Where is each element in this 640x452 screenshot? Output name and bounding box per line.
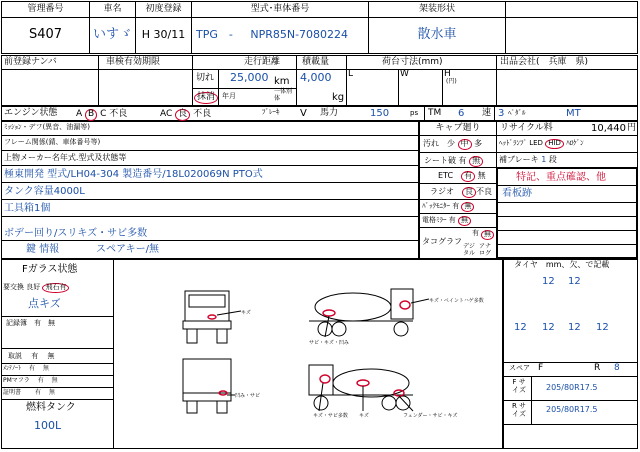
truck-diagram — [113, 259, 503, 449]
spare-F: F — [538, 363, 544, 373]
dim-W: W — [400, 69, 409, 79]
engine-grade: A B C 不良 — [76, 109, 128, 119]
speed-label: 速 — [482, 108, 492, 118]
kanri-value: S407 — [1, 17, 90, 54]
glass-status: 要交換 良好 飛石有 — [3, 283, 69, 293]
tokki-box: 特記、重点確認、他 看板跡 — [496, 167, 638, 259]
tire-rear-2: 12 — [542, 322, 555, 333]
soukou-label: 走行距離 — [244, 57, 281, 67]
fuel-label: 燃料タンク — [26, 402, 76, 413]
tacho-row: タコグラフ 有 無 デジ タル アナ ログ — [419, 227, 497, 259]
side-view-upper — [309, 289, 429, 337]
shaken-label: 車検有効期限 — [106, 57, 161, 67]
date-placeholder: 年月 — [222, 92, 236, 100]
uwamono-line4: ボデー回り/スリキズ・サビ多数 — [4, 228, 148, 239]
tm-label: TM — [428, 108, 442, 118]
blank-value-cell — [505, 17, 638, 54]
katashiki-prefix: TPG - — [196, 28, 233, 41]
diag-kizu-paint: キズ・ペイントハゲ多数 — [429, 298, 484, 304]
fuel-value: 100L — [34, 419, 62, 432]
blank-header-cell — [505, 1, 638, 18]
tire-rear-3: 12 — [568, 322, 581, 333]
yogore-row: 汚れ 少 中 多 — [419, 135, 497, 153]
bariki-label: 馬力 — [320, 108, 339, 118]
dim-H-sub: (円) — [446, 78, 457, 85]
uwamono-label: 上物メーカー名年式.型式及状態等 — [4, 153, 127, 162]
pedal-num: 3 — [498, 108, 505, 119]
hojo-brake-row: 補ブレーキ 1 段 — [496, 152, 638, 168]
diag-kizu: キズ — [241, 310, 251, 316]
diag-sabi: サビ・キズ・凹み — [309, 340, 349, 346]
headlamp-row: ﾍｯﾄﾞﾗﾝﾌﾟ LED HID ﾊﾛｹﾞﾝ — [496, 135, 638, 153]
sekisai-label: 積載量 — [302, 57, 330, 67]
kire-label: 切れ — [196, 73, 215, 83]
uwamono-line2: タンク容量4000L — [4, 186, 85, 197]
mente-row: ﾒﾝﾃﾉｰﾄ 有 無 — [3, 365, 49, 372]
shomei-row: 証明書 有 無 — [3, 389, 55, 396]
shodo-value: H 30/11 — [135, 17, 192, 54]
zen-label: 前登録ナンバ — [4, 57, 57, 67]
tire-front-left: 12 — [542, 276, 555, 287]
mileage-unit: km — [274, 76, 290, 87]
kiroku-row: 記録簿 有 無 — [6, 319, 55, 327]
kasou-value: 散水車 — [368, 17, 506, 54]
frame-label: フレーム関係(錆、車体番号等) — [4, 138, 101, 146]
kanri-label: 管理番号 — [1, 1, 90, 18]
diag-fender: フェンダー・サビ・キズ — [403, 413, 458, 419]
masshou-label: 抹消 — [194, 92, 218, 104]
kasou-label: 架装形状 — [368, 1, 506, 18]
torisetsu-row: 取説 有 無 — [8, 352, 55, 360]
tire-block — [503, 259, 638, 449]
denki-mirror-row: 電格ﾐﾗｰ 有 無 — [419, 213, 497, 228]
payload-unit: kg — [332, 92, 345, 103]
katashiki-label: 型式･車体番号 — [191, 1, 369, 18]
spare-label: スペア — [509, 364, 530, 372]
tire-rear-1: 12 — [514, 322, 527, 333]
uwamono-line3: 工具箱1個 — [4, 203, 51, 214]
brake-label: ﾌﾞﾚｰｷ — [262, 108, 280, 116]
shamei-label: 車名 — [89, 1, 136, 18]
radio-row: ラジオ 良 不良 — [419, 183, 497, 200]
recycle-row: リサイクル料 10,440 円 — [496, 121, 638, 136]
mileage-value: 25,000 — [230, 71, 269, 84]
shodo-label: 初度登録 — [135, 1, 192, 18]
key-info-label: 鍵 情報 — [26, 244, 60, 255]
etc-row: ETC 有 無 — [419, 167, 497, 184]
uwamono-line1: 極東開発 型式/LH04-304 製造番号/18L020069N PTO式 — [4, 169, 263, 180]
engine-label: エンジン状態 — [4, 108, 58, 118]
ps-unit: ps — [410, 109, 419, 117]
brake-value: V — [300, 108, 307, 119]
mission-label: ﾐｯｼｮﾝ・デフ(異音、油漏等) — [4, 123, 90, 131]
tm-value: 6 — [458, 108, 465, 119]
shamei-value: いすゞ — [89, 17, 136, 54]
mt-value: MT — [566, 108, 581, 119]
diag-hekomi: 凹み・サビ — [235, 393, 261, 399]
spare-value: 8 — [614, 363, 620, 373]
rear-view-lower — [183, 359, 235, 413]
shuppin-label: 出品会社( 兵庫 県) — [500, 57, 589, 67]
katashiki-value: NPR85N-7080224 — [250, 28, 349, 41]
nidai-label: 荷台寸法(mm) — [382, 57, 443, 67]
tire-front-right: 12 — [568, 276, 581, 287]
katashiki-value-cell — [191, 17, 369, 54]
ac-status: AC 良 不良 — [160, 109, 212, 119]
seat-row: シート破 有 無 — [419, 152, 497, 168]
glass-label: Fガラス状態 — [22, 264, 78, 275]
f-size-label: F サイズ — [512, 378, 526, 394]
dim-H: H — [444, 69, 451, 79]
bariki-value: 150 — [370, 108, 390, 119]
diag-kizu-sabi: キズ・サビ多数 — [313, 413, 348, 419]
diag-kizu2: キズ — [359, 413, 369, 419]
pedal-label: ﾍﾟﾀﾞﾙ — [508, 109, 526, 117]
tire-label: タイヤ mm、欠、で記載 — [514, 260, 610, 269]
dim-L: L — [348, 69, 354, 79]
kyabu-label: キャブ廻り — [419, 121, 497, 136]
r-size-label: R サイズ — [511, 402, 527, 418]
ittai-label: 一体別体 — [274, 88, 293, 102]
front-view-upper — [183, 291, 241, 343]
pm-row: PMマフラ 有 無 — [3, 377, 58, 384]
r-size-value: 205/80R17.5 — [546, 405, 598, 414]
payload-value: 4,000 — [300, 71, 332, 84]
key-info-value: スペアキー/無 — [96, 244, 159, 255]
spare-R: R — [594, 363, 601, 373]
glass-note: 点キズ — [28, 297, 61, 310]
back-monitor-row: ﾊﾞｯｸﾓﾆﾀｰ 有 無 — [419, 199, 497, 214]
tire-rear-4: 12 — [596, 322, 609, 333]
f-size-value: 205/80R17.5 — [546, 383, 598, 392]
side-view-lower — [309, 365, 413, 411]
